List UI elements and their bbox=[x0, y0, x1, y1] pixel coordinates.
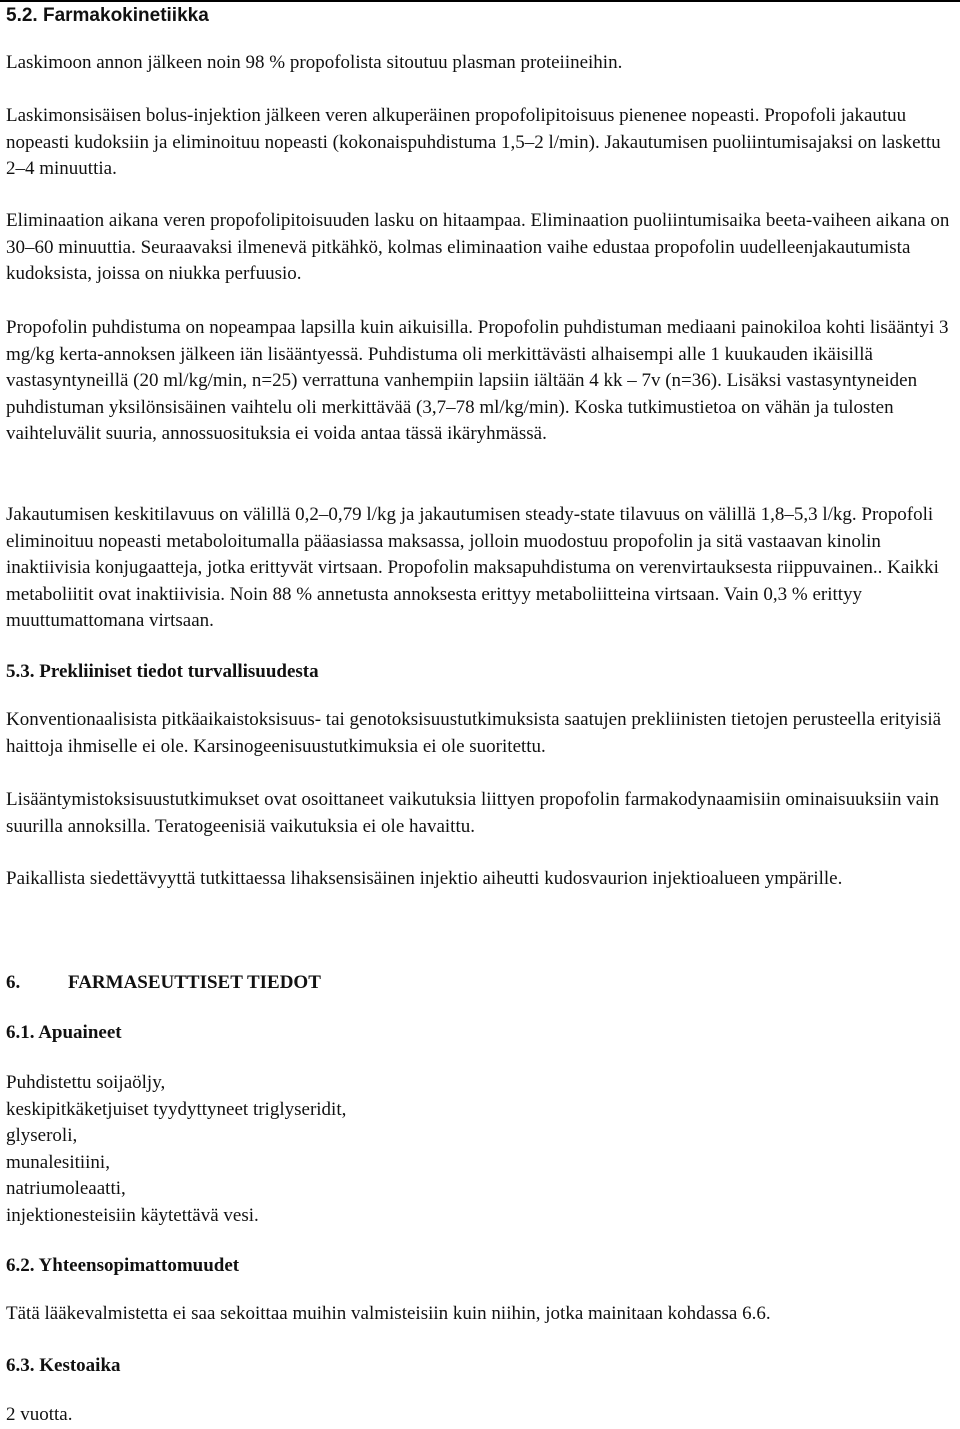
paragraph: Laskimoon annon jälkeen noin 98 % propofolista sitoutuu plasman proteiineihin. bbox=[6, 52, 623, 73]
paragraph: Propofolin puhdistuma on nopeampaa lapsilla kuin aikuisilla. Propofolin puhdistuman mediaani painokiloa kohti lisääntyi 3 mg/kg kerta-annoksen jälkeen iän lisääntyessä. Puhdistuma oli merkittävästi alhaisempi alle 1 kuukauden ikäisillä vastasyntyneillä (20 ml/kg/min, n=25) verrattuna vanhempiin lapsiin iältään 4 kk – 7v (n=36). Lisäksi vastasyntyneiden puhdistuman yksilönsisäinen vaihtelu oli merkittävää (3,7–78 ml/kg/min). Koska tutkimustietoa on vähän ja tulosten vaihteluvälit suuria, annossuosituksia ei voida antaa tässä ikäryhmässä. bbox=[6, 317, 949, 444]
section-heading-6-2: 6.2. Yhteensopimattomuudet bbox=[6, 1255, 240, 1276]
paragraph-block bbox=[6, 707, 952, 760]
section-6-2 bbox=[6, 1253, 952, 1279]
section-heading-5-2: 5.2. Farmakokinetiikka bbox=[6, 5, 209, 26]
section-6-3 bbox=[6, 1353, 952, 1379]
paragraph: Paikallista siedettävyyttä tutkittaessa lihaksensisäinen injektio aiheutti kudosvaurion injektioalueen ympärille. bbox=[6, 868, 843, 889]
section-5-3 bbox=[6, 659, 952, 685]
paragraph-block bbox=[6, 787, 952, 840]
section-5-2 bbox=[6, 3, 952, 29]
paragraph: Laskimonsisäisen bolus-injektion jälkeen veren alkuperäinen propofolipitoisuus pienenee nopeasti. Propofoli jakautuu nopeasti kudoksiin ja eliminoituu nopeasti (kokonaispuhdistuma 1,5–2 l/min). Jakautumisen puoliintumisajaksi on laskettu 2–4 minuuttia. bbox=[6, 105, 941, 179]
section-heading-6-1: 6.1. Apuaineet bbox=[6, 1022, 122, 1043]
list-item: keskipitkäketjuiset tyydyttyneet triglyseridit, bbox=[6, 1098, 347, 1120]
excipient-list bbox=[6, 1070, 952, 1229]
paragraph: Konventionaalisista pitkäaikaistoksisuus- tai genotoksisuustutkimuksista saatujen prekliinisten tietojen perusteella erityisiä haittoja ihmiselle ei ole. Karsinogeenisuustutkimuksia ei ole suoritettu. bbox=[6, 709, 942, 757]
paragraph-block bbox=[6, 315, 952, 448]
paragraph: Eliminaation aikana veren propofolipitoisuuden lasku on hitaampaa. Eliminaation puoliintumisaika beeta-vaiheen aikana on 30–60 minuuttia. Seuraavaksi ilmenevä pitkähkö, kolmas eliminaation vaihe edustaa propofolin uudelleenjakautumista kudoksista, joissa on niukka perfuusio. bbox=[6, 210, 950, 284]
paragraph-block bbox=[6, 103, 952, 183]
list-item: Puhdistettu soijaöljy, bbox=[6, 1072, 166, 1093]
section-heading-6 bbox=[6, 970, 952, 996]
paragraph: Tätä lääkevalmistetta ei saa sekoittaa muihin valmisteisiin kuin niihin, jotka mainitaan kohdassa 6.6. bbox=[6, 1303, 771, 1324]
paragraph-block bbox=[6, 50, 952, 77]
paragraph-block bbox=[6, 866, 952, 893]
section-6-1 bbox=[6, 1020, 952, 1046]
list-item: glyseroli, bbox=[6, 1125, 78, 1146]
section-6 bbox=[6, 970, 952, 996]
list-item: munalesitiini, bbox=[6, 1151, 110, 1173]
top-rule bbox=[0, 0, 960, 2]
paragraph: 2 vuotta. bbox=[6, 1404, 73, 1425]
section-number: 6. bbox=[6, 972, 21, 993]
paragraph: Jakautumisen keskitilavuus on välillä 0,2–0,79 l/kg ja jakautumisen steady-state tilavuus on välillä 1,8–5,3 l/kg. Propofoli eliminoituu nopeasti metaboloitumalla pääasiassa maksassa, jolloin muodostuu propofolin ja sitä vastaavan kinolin inaktiivisia konjugaatteja, jotka erittyvät virtsaan. Propofolin maksapuhdistuma on verenvirtauksesta riippuvainen.. Kaikki metaboliitit ovat inaktiivisia. Noin 88 % annetusta annoksesta erittyy metaboliitteina virtsaan. Vain 0,3 % erittyy muuttumattomana virtsaan. bbox=[6, 504, 939, 631]
paragraph-block bbox=[6, 1301, 952, 1328]
section-heading-5-3: 5.3. Prekliiniset tiedot turvallisuudesta bbox=[6, 661, 319, 682]
paragraph-block bbox=[6, 1402, 952, 1429]
section-heading-6-3: 6.3. Kestoaika bbox=[6, 1355, 121, 1376]
paragraph-block bbox=[6, 502, 952, 635]
list-item: natriumoleaatti, bbox=[6, 1178, 126, 1199]
paragraph: Lisääntymistoksisuustutkimukset ovat osoittaneet vaikutuksia liittyen propofolin farmakodynaamisiin ominaisuuksiin vain suurilla annoksilla. Teratogeenisiä vaikutuksia ei ole havaittu. bbox=[6, 789, 939, 837]
paragraph-block bbox=[6, 208, 952, 288]
section-title: FARMASEUTTISET TIEDOT bbox=[68, 972, 321, 993]
list-item: injektionesteisiin käytettävä vesi. bbox=[6, 1204, 259, 1226]
